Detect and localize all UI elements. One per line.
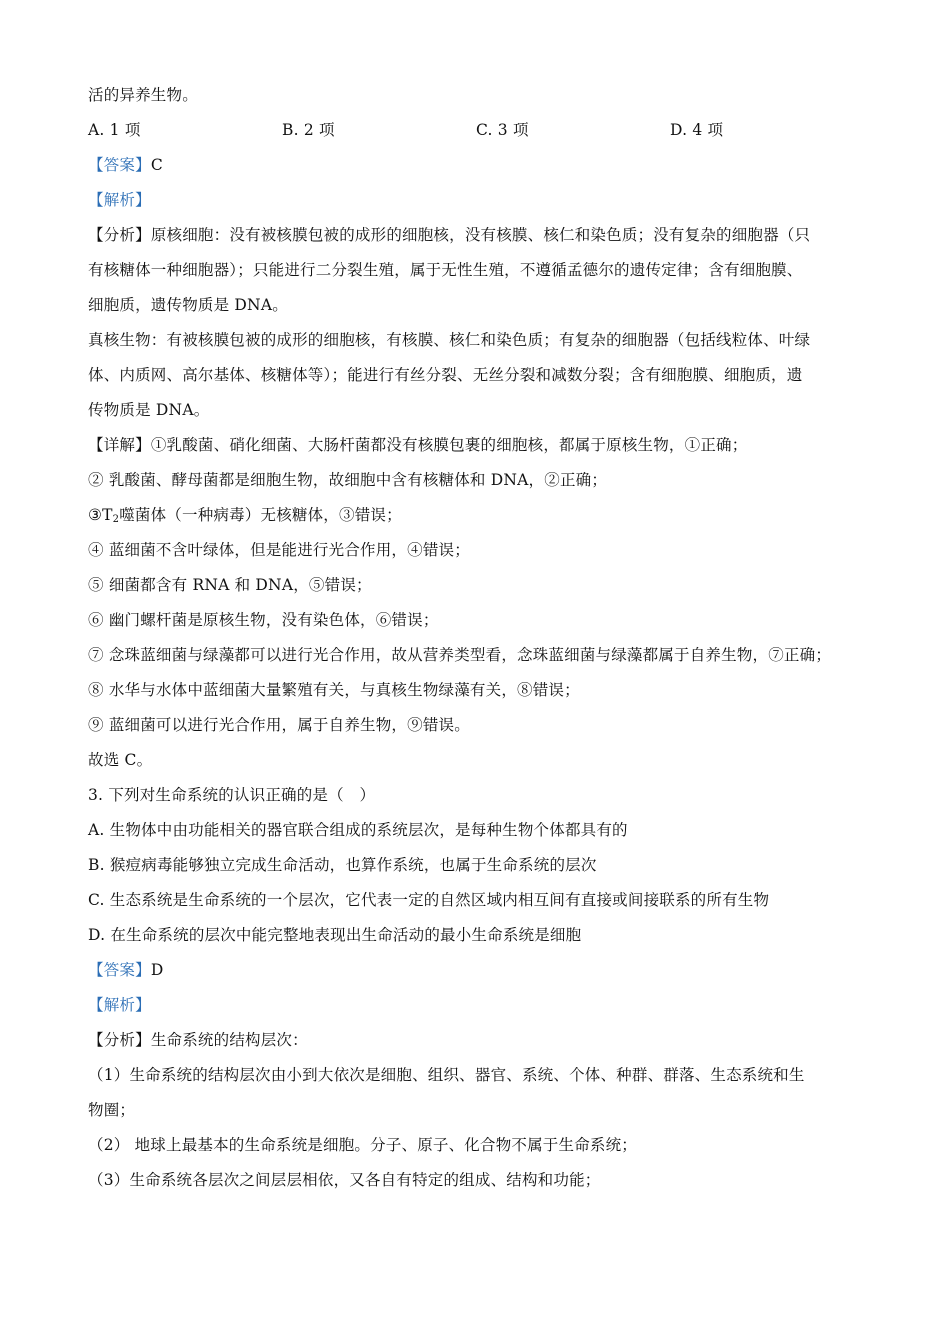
answer-label: 【答案】 <box>88 156 151 174</box>
q3-analysis-title <box>88 1023 888 1058</box>
analysis-text: 原核细胞：没有被核膜包被的成形的细胞核，没有核膜、核仁和染色质；没有复杂的细胞器（只 <box>150 226 811 244</box>
q2-detail-line-2: ② 乳酸菌、酵母菌都是细胞生物，故细胞中含有核糖体和 DNA，②正确； <box>88 471 608 489</box>
q2-option-c: C. 3 项 <box>476 121 529 139</box>
q3-analysis-line-4: （3）生命系统各层次之间层层相依，又各自有特定的组成、结构和功能； <box>88 1171 601 1189</box>
q2-option-b: B. 2 项 <box>282 121 335 139</box>
q2-analysis-line-5: 体、内质网、高尔基体、核糖体等）；能进行有丝分裂、无丝分裂和减数分裂；含有细胞膜、细胞质，遗 <box>88 366 803 384</box>
q3-option-b: B. 猴痘病毒能够独立完成生命活动，也算作系统，也属于生命系统的层次 <box>88 856 597 874</box>
q2-stem-tail: 活的异养生物。 <box>88 86 198 104</box>
q2-detail-line-3 <box>88 498 888 533</box>
q2-detail-line-8: ⑧ 水华与水体中蓝细菌大量繁殖有关，与真核生物绿藻有关，⑧错误； <box>88 681 580 699</box>
q2-detail-line-9: ⑨ 蓝细菌可以进行光合作用，属于自养生物，⑨错误。 <box>88 716 470 734</box>
q2-analysis-line-4: 真核生物：有被核膜包被的成形的细胞核，有核膜、核仁和染色质；有复杂的细胞器（包括线粒体、叶绿 <box>88 331 811 349</box>
document-page <box>88 78 888 1198</box>
answer-label: 【答案】 <box>88 961 151 979</box>
q2-option-a: A. 1 项 <box>88 121 141 139</box>
q2-detail-line-6: ⑥ 幽门螺杆菌是原核生物，没有染色体，⑥错误； <box>88 611 439 629</box>
q3-analysis-label: 【解析】 <box>88 996 151 1014</box>
q2-conclusion: 故选 C。 <box>88 751 153 769</box>
subscript: 2 <box>112 514 120 525</box>
detail-prefix: 【详解】 <box>88 436 151 454</box>
q3-option-c: C. 生态系统是生命系统的一个层次，它代表一定的自然区域内相互间有直接或间接联系的所有生物 <box>88 891 770 909</box>
q2-detail-line-5: ⑤ 细菌都含有 RNA 和 DNA，⑤错误； <box>88 576 372 594</box>
q3-analysis-line-3: （2） 地球上最基本的生命系统是细胞。分子、原子、化合物不属于生命系统； <box>88 1136 637 1154</box>
q2-options <box>88 113 888 148</box>
analysis-prefix: 【分析】 <box>88 1031 151 1049</box>
q2-analysis-label: 【解析】 <box>88 191 151 209</box>
q3-stem: 3. 下列对生命系统的认识正确的是（ ） <box>88 786 376 804</box>
q3-option-a: A. 生物体中由功能相关的器官联合组成的系统层次，是每种生物个体都具有的 <box>88 821 628 839</box>
q2-analysis-line-3: 细胞质，遗传物质是 DNA。 <box>88 296 288 314</box>
q2-analysis-line-6: 传物质是 DNA。 <box>88 401 210 419</box>
detail-text: ①乳酸菌、硝化细菌、大肠杆菌都没有核膜包裹的细胞核，都属于原核生物，①正确； <box>150 436 748 454</box>
q2-answer-value: C <box>150 156 163 174</box>
q3-analysis-line-1: （1）生命系统的结构层次由小到大依次是细胞、组织、器官、系统、个体、种群、群落、生态系统和生 <box>88 1066 805 1084</box>
q2-answer <box>88 148 888 183</box>
analysis-prefix: 【分析】 <box>88 226 151 244</box>
detail-text: ③T <box>88 506 113 524</box>
q2-option-d: D. 4 项 <box>670 121 724 139</box>
q2-analysis-line-2: 有核糖体一种细胞器）；只能进行二分裂生殖，属于无性生殖，不遵循孟德尔的遗传定律；含有细胞膜、 <box>88 261 803 279</box>
q3-analysis-line-2: 物圈； <box>88 1101 136 1119</box>
q2-detail-line-7: ⑦ 念珠蓝细菌与绿藻都可以进行光合作用，故从营养类型看，念珠蓝细菌与绿藻都属于自养生物，⑦正确； <box>88 646 832 664</box>
analysis-text: 生命系统的结构层次： <box>150 1031 308 1049</box>
detail-text: 噬菌体（一种病毒）无核糖体，③错误； <box>119 506 402 524</box>
q2-analysis-line-1 <box>88 218 888 253</box>
q3-option-d: D. 在生命系统的层次中能完整地表现出生命活动的最小生命系统是细胞 <box>88 926 582 944</box>
q3-answer <box>88 953 888 988</box>
q3-answer-value: D <box>150 961 164 979</box>
q2-detail-line-4: ④ 蓝细菌不含叶绿体，但是能进行光合作用，④错误； <box>88 541 470 559</box>
q2-detail-line-1 <box>88 428 888 463</box>
